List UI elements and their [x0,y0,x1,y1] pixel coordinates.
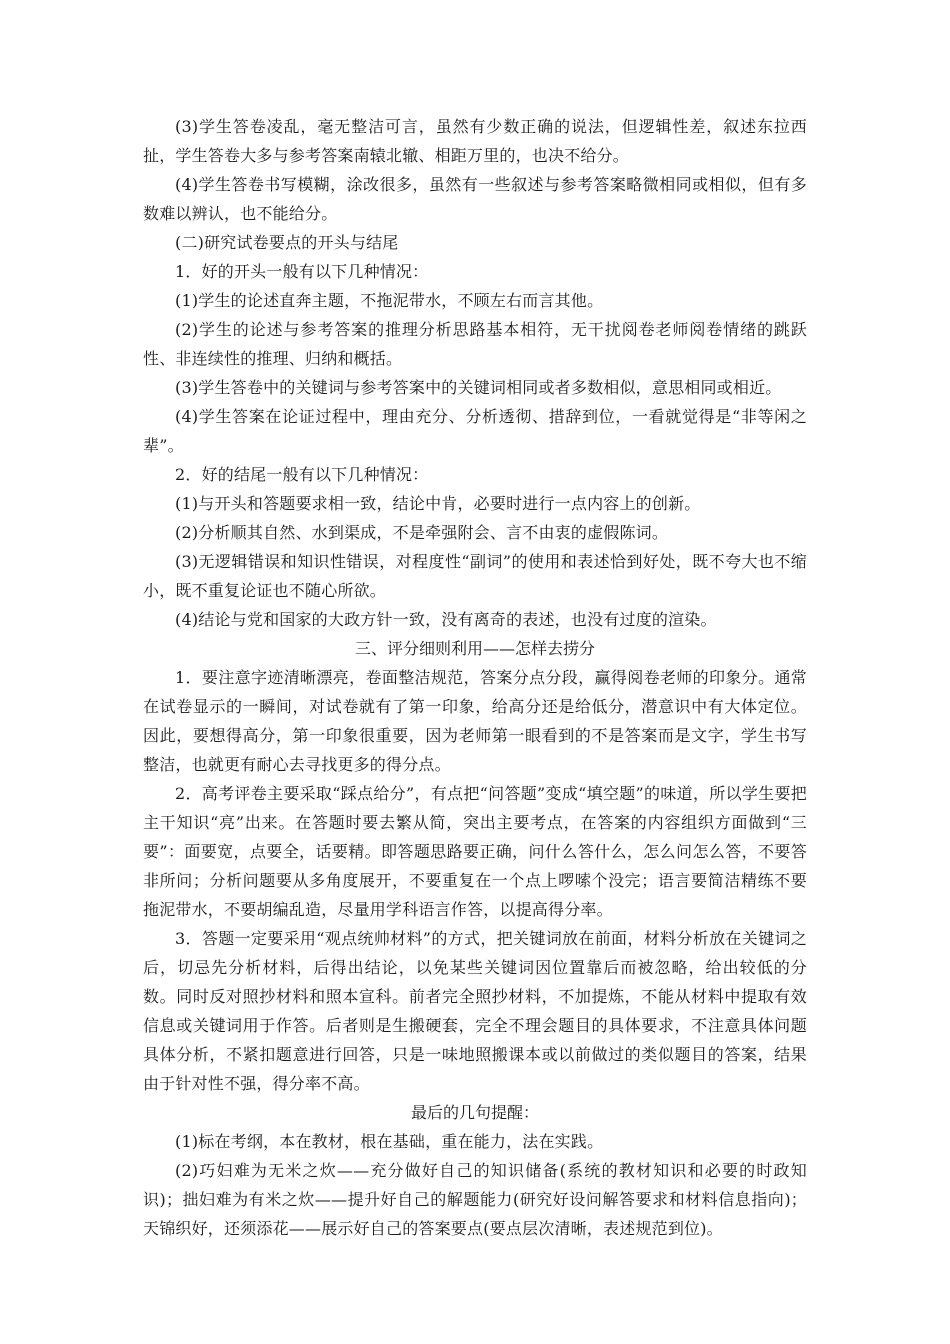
list-item: (1)学生的论述直奔主题，不拖泥带水，不顾左右而言其他。 [175,291,604,310]
list-item: (1)标在考纲，本在教材，根在基础，重在能力，法在实践。 [175,1132,604,1151]
list-item: (1)与开头和答题要求相一致，结论中肯，必要时进行一点内容上的创新。 [175,494,701,513]
document-page [143,112,807,1243]
list-item: (2)巧妇难为无米之炊——充分做好自己的知识储备(系统的教材知识和必要的时政知识)；拙妇难为有米之炊——提升好自己的解题能力(研究好设问解答要求和材料信息指向)；天锦织好，还须添花——展示好自己的答案要点(要点层次清晰，表述规范到位)。 [143,1161,807,1238]
subsection-heading: (二)研究试卷要点的开头与结尾 [175,233,399,252]
list-item: (3)学生答卷中的关键词与参考答案中的关键词相同或者多数相似，意思相同或相近。 [175,378,782,397]
list-item: (3)无逻辑错误和知识性错误，对程度性“副词”的使用和表述恰到好处，既不夸大也不缩小，既不重复论证也不随心所欲。 [143,552,807,600]
paragraph: 1．要注意字迹清晰漂亮，卷面整洁规范，答案分点分段，赢得阅卷老师的印象分。通常在试卷显示的一瞬间，对试卷就有了第一印象，给高分还是给低分，潜意识中有大体定位。因此，要想得高分，第一印象很重要，因为老师第一眼看到的不是答案而是文字，学生书写整洁，也就更有耐心去寻找更多的得分点。 [143,668,807,774]
list-item: (2)学生的论述与参考答案的推理分析思路基本相符，无干扰阅卷老师阅卷情绪的跳跃性、非连续性的推理、归纳和概括。 [143,320,807,368]
list-heading: 1．好的开头一般有以下几种情况： [175,262,429,281]
section-title: 三、评分细则利用——怎样去捞分 [354,639,595,658]
list-item: (4)结论与党和国家的大政方针一致，没有离奇的表述，也没有过度的渲染。 [175,610,717,629]
list-heading: 2．好的结尾一般有以下几种情况： [175,465,429,484]
list-item: (2)分析顺其自然、水到渠成，不是牵强附会、言不由衷的虚假陈词。 [175,523,669,542]
paragraph: 2．高考评卷主要采取“踩点给分”，有点把“问答题”变成“填空题”的味道，所以学生要把主干知识“亮”出来。在答题时要去繁从简，突出主要考点，在答案的内容组织方面做到“三要”：面要宽，点要全，话要精。即答题思路要正确，问什么答什么，怎么问怎么答，不要答非所问；分析问题要从多角度展开，不要重复在一个点上啰嗦个没完；语言要简洁精练不要拖泥带水，不要胡编乱造，尽量用学科语言作答，以提高得分率。 [143,784,807,919]
list-item: (4)学生答案在论证过程中，理由充分、分析透彻、措辞到位，一看就觉得是“非等闲之辈”。 [143,407,807,455]
paragraph: (3)学生答卷凌乱，毫无整洁可言，虽然有少数正确的说法，但逻辑性差，叙述东拉西扯，学生答卷大多与参考答案南辕北辙、相距万里的，也决不给分。 [143,117,807,165]
paragraph: 3．答题一定要采用“观点统帅材料”的方式，把关键词放在前面，材料分析放在关键词之后，切忌先分析材料，后得出结论，以免某些关键词因位置靠后而被忽略，给出较低的分数。同时反对照抄材料和照本宣科。前者完全照抄材料，不加提炼，不能从材料中提取有效信息或关键词用于作答。后者则是生搬硬套，完全不理会题目的具体要求，不注意具体问题具体分析，不紧扣题意进行回答，只是一味地照搬课本或以前做过的类似题目的答案，结果由于针对性不强，得分率不高。 [143,929,807,1093]
paragraph: (4)学生答卷书写模糊，涂改很多，虽然有一些叙述与参考答案略微相同或相似，但有多数难以辨认，也不能给分。 [143,175,807,223]
reminder-title: 最后的几句提醒： [410,1103,539,1122]
